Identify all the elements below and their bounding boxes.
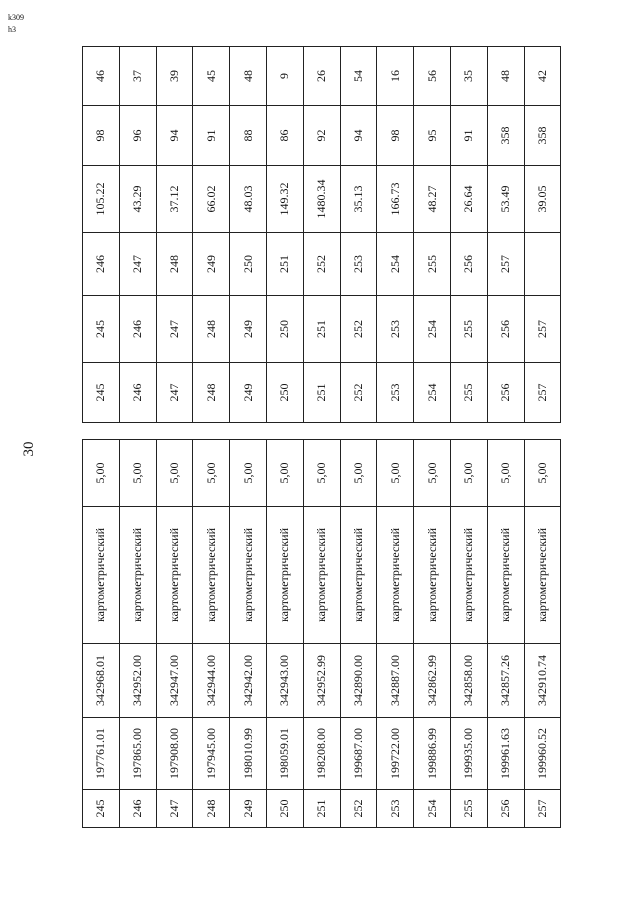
- table-cell: 166.73: [377, 166, 414, 233]
- table-cell: 197865.00: [119, 718, 156, 790]
- table-cell: 256: [487, 363, 524, 423]
- table-cell: 245: [83, 296, 120, 363]
- table-cell: [524, 233, 561, 296]
- table-cell: 197945.00: [193, 718, 230, 790]
- table-cell: 199722.00: [377, 718, 414, 790]
- coordinates-row: [230, 440, 267, 828]
- table-cell: 16: [377, 47, 414, 106]
- table-cell: 5,00: [303, 440, 340, 507]
- table-cell: 248: [193, 790, 230, 828]
- table-cell: 253: [340, 233, 377, 296]
- table-cell: 252: [340, 790, 377, 828]
- table-cell: 342942.00: [230, 644, 267, 718]
- table-cell: 98: [83, 106, 120, 166]
- table-cell: 149.32: [266, 166, 303, 233]
- table-cell: 342858.00: [450, 644, 487, 718]
- table-cell: картометрический: [266, 507, 303, 644]
- table-cell: 249: [230, 363, 267, 423]
- table-cell: 249: [230, 296, 267, 363]
- coordinates-row: [377, 440, 414, 828]
- table-cell: 342968.01: [83, 644, 120, 718]
- table-cell: 56: [414, 47, 451, 106]
- table-cell: 249: [230, 790, 267, 828]
- table-cell: 54: [340, 47, 377, 106]
- table-cell: 5,00: [230, 440, 267, 507]
- table-cell: 5,00: [266, 440, 303, 507]
- coordinates-row: [303, 440, 340, 828]
- page-number: 30: [21, 441, 37, 457]
- table-cell: 5,00: [414, 440, 451, 507]
- table-cell: картометрический: [156, 507, 193, 644]
- table-cell: 199935.00: [450, 718, 487, 790]
- table-cell: 5,00: [83, 440, 120, 507]
- table-cell: 342862.99: [414, 644, 451, 718]
- table-cell: 250: [266, 790, 303, 828]
- table-cell: 45: [193, 47, 230, 106]
- table-cell: 253: [377, 790, 414, 828]
- table-cell: 256: [487, 296, 524, 363]
- table-cell: 26.64: [450, 166, 487, 233]
- segment-row: [266, 47, 303, 423]
- table-cell: 37: [119, 47, 156, 106]
- table-cell: 255: [450, 296, 487, 363]
- table-cell: картометрический: [193, 507, 230, 644]
- table-cell: 251: [303, 363, 340, 423]
- coordinates-row: [266, 440, 303, 828]
- table-cell: картометрический: [414, 507, 451, 644]
- table-cell: 249: [193, 233, 230, 296]
- table-cell: 342890.00: [340, 644, 377, 718]
- table-cell: 254: [377, 233, 414, 296]
- table-cell: 342952.99: [303, 644, 340, 718]
- table-cell: 48.27: [414, 166, 451, 233]
- table-cell: 197761.01: [83, 718, 120, 790]
- table-cell: 35: [450, 47, 487, 106]
- table-cell: 252: [303, 233, 340, 296]
- table-cell: 94: [340, 106, 377, 166]
- table-cell: 39.05: [524, 166, 561, 233]
- table-cell: 66.02: [193, 166, 230, 233]
- table-cell: 43.29: [119, 166, 156, 233]
- table-cell: 5,00: [377, 440, 414, 507]
- table-cell: 342857.26: [487, 644, 524, 718]
- table-cell: 198010.99: [230, 718, 267, 790]
- table-cell: картометрический: [340, 507, 377, 644]
- table-cell: картометрический: [377, 507, 414, 644]
- table-cell: 5,00: [119, 440, 156, 507]
- table-cell: 245: [83, 363, 120, 423]
- table-cell: 256: [487, 790, 524, 828]
- table-cell: 248: [193, 363, 230, 423]
- table-cell: 254: [414, 790, 451, 828]
- table-cell: 91: [450, 106, 487, 166]
- table-cell: 254: [414, 363, 451, 423]
- coordinates-table: [82, 439, 561, 828]
- table-cell: 256: [450, 233, 487, 296]
- segment-row: [340, 47, 377, 423]
- coordinates-row: [450, 440, 487, 828]
- table-cell: 255: [414, 233, 451, 296]
- segment-row: [193, 47, 230, 423]
- table-cell: 250: [266, 296, 303, 363]
- table-cell: 251: [303, 296, 340, 363]
- table-cell: 358: [487, 106, 524, 166]
- table-cell: 252: [340, 296, 377, 363]
- table-cell: 92: [303, 106, 340, 166]
- table-cell: картометрический: [83, 507, 120, 644]
- table-cell: 199960.52: [524, 718, 561, 790]
- table-cell: 86: [266, 106, 303, 166]
- table-cell: 26: [303, 47, 340, 106]
- table-cell: 88: [230, 106, 267, 166]
- table-cell: 257: [487, 233, 524, 296]
- coordinates-row: [83, 440, 120, 828]
- table-cell: 248: [156, 233, 193, 296]
- coordinates-row: [487, 440, 524, 828]
- table-cell: 342947.00: [156, 644, 193, 718]
- table-cell: 248: [193, 296, 230, 363]
- table-cell: 253: [377, 296, 414, 363]
- table-cell: картометрический: [119, 507, 156, 644]
- table-cell: 37.12: [156, 166, 193, 233]
- table-cell: 48.03: [230, 166, 267, 233]
- table-cell: 255: [450, 363, 487, 423]
- table-cell: 342887.00: [377, 644, 414, 718]
- table-cell: 253: [377, 363, 414, 423]
- table-cell: 98: [377, 106, 414, 166]
- table-cell: 257: [524, 296, 561, 363]
- table-cell: 94: [156, 106, 193, 166]
- table-cell: 247: [119, 233, 156, 296]
- table-cell: 246: [119, 363, 156, 423]
- table-cell: 105.22: [83, 166, 120, 233]
- segment-row: [156, 47, 193, 423]
- table-cell: 251: [266, 233, 303, 296]
- table-cell: 48: [230, 47, 267, 106]
- table-cell: 198208.00: [303, 718, 340, 790]
- table-cell: картометрический: [450, 507, 487, 644]
- table-cell: 246: [119, 790, 156, 828]
- segment-row: [230, 47, 267, 423]
- table-cell: 252: [340, 363, 377, 423]
- table-cell: 246: [83, 233, 120, 296]
- table-cell: 342944.00: [193, 644, 230, 718]
- segment-row: [524, 47, 561, 423]
- table-cell: 199886.99: [414, 718, 451, 790]
- table-cell: 46: [83, 47, 120, 106]
- table-cell: 254: [414, 296, 451, 363]
- table-cell: 342952.00: [119, 644, 156, 718]
- table-cell: 342943.00: [266, 644, 303, 718]
- table-cell: 342910.74: [524, 644, 561, 718]
- coordinates-row: [524, 440, 561, 828]
- table-cell: картометрический: [524, 507, 561, 644]
- table-cell: 91: [193, 106, 230, 166]
- table-cell: 198059.01: [266, 718, 303, 790]
- table-cell: 247: [156, 790, 193, 828]
- table-cell: 247: [156, 363, 193, 423]
- table-cell: 247: [156, 296, 193, 363]
- segment-row: [414, 47, 451, 423]
- table-cell: 35.13: [340, 166, 377, 233]
- coordinates-row: [156, 440, 193, 828]
- table-cell: картометрический: [303, 507, 340, 644]
- table-cell: 53.49: [487, 166, 524, 233]
- table-cell: 5,00: [156, 440, 193, 507]
- table-cell: 250: [266, 363, 303, 423]
- segment-row: [83, 47, 120, 423]
- table-cell: 257: [524, 363, 561, 423]
- segments-table: [82, 46, 561, 423]
- table-cell: 199687.00: [340, 718, 377, 790]
- table-cell: картометрический: [487, 507, 524, 644]
- segment-row: [303, 47, 340, 423]
- segment-row: [377, 47, 414, 423]
- table-cell: 358: [524, 106, 561, 166]
- table-cell: 5,00: [340, 440, 377, 507]
- table-cell: 48: [487, 47, 524, 106]
- table-cell: 250: [230, 233, 267, 296]
- table-cell: 255: [450, 790, 487, 828]
- table-cell: 246: [119, 296, 156, 363]
- table-cell: 197908.00: [156, 718, 193, 790]
- coordinates-row: [119, 440, 156, 828]
- coordinates-row: [193, 440, 230, 828]
- segment-row: [119, 47, 156, 423]
- table-cell: 42: [524, 47, 561, 106]
- table-cell: 96: [119, 106, 156, 166]
- table-cell: 251: [303, 790, 340, 828]
- coordinates-row: [340, 440, 377, 828]
- table-cell: 5,00: [487, 440, 524, 507]
- footer-code: k309 h3: [8, 13, 24, 34]
- table-cell: 5,00: [193, 440, 230, 507]
- table-cell: 39: [156, 47, 193, 106]
- table-cell: 95: [414, 106, 451, 166]
- segment-row: [487, 47, 524, 423]
- table-cell: 257: [524, 790, 561, 828]
- coordinates-row: [414, 440, 451, 828]
- table-cell: 9: [266, 47, 303, 106]
- table-cell: 5,00: [450, 440, 487, 507]
- table-cell: 245: [83, 790, 120, 828]
- table-cell: 1480.34: [303, 166, 340, 233]
- table-cell: 5,00: [524, 440, 561, 507]
- segment-row: [450, 47, 487, 423]
- table-cell: 199961.63: [487, 718, 524, 790]
- table-cell: картометрический: [230, 507, 267, 644]
